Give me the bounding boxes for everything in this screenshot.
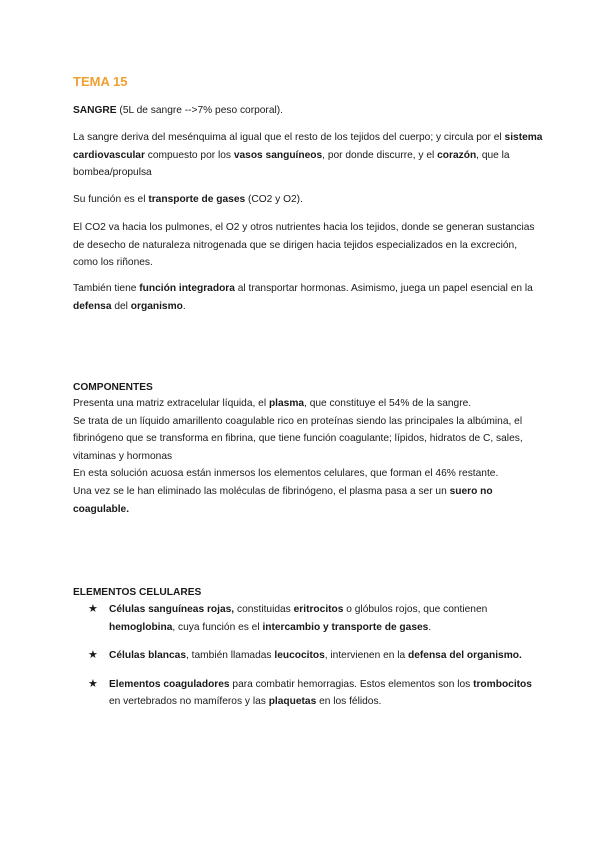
componentes-body: [73, 395, 543, 518]
intro-paragraph: [73, 102, 543, 120]
text: , que la bombea/propulsa: [73, 149, 510, 179]
bold-text: leucocitos: [274, 650, 325, 662]
bold-text: suero no coagulable.: [73, 485, 493, 515]
text: o glóbulos rojos, que contienen: [343, 604, 488, 615]
bold-text: transporte de gases: [148, 194, 246, 205]
bold-text: vasos sanguíneos: [233, 149, 323, 161]
list-item: [88, 601, 538, 636]
text: Presenta una matriz extracelular líquida, el: [73, 398, 269, 409]
bold-text: corazón: [437, 149, 477, 161]
page-title: TEMA 15: [73, 74, 128, 89]
bold-text: defensa del organismo.: [408, 650, 522, 662]
bold-text: plaquetas: [268, 696, 317, 708]
paragraph-3: El CO2 va hacia los pulmones, el O2 y otros nutrientes hacia los tejidos, donde se generan sustancias de desecho de naturaleza nitrogenada que se dirigen hacia tejidos especializados en la excreción, como los riñones.: [73, 222, 535, 269]
text: (CO2 y O2).: [245, 194, 303, 205]
paragraph-2: [73, 191, 543, 209]
paragraph-4: [73, 280, 543, 315]
text: Su función es el: [73, 194, 149, 205]
bold-text: eritrocitos: [293, 604, 344, 615]
componentes-line-3: En esta solución acuosa están inmersos los elementos celulares, que forman el 46% restante.: [73, 468, 499, 480]
star-icon: ★: [88, 603, 98, 615]
text: La sangre deriva del mesénquima al igual que el resto de los tejidos del cuerpo; y circula por el: [73, 132, 505, 143]
elementos-list: [88, 601, 538, 722]
bold-text: Células blancas: [109, 650, 187, 662]
list-item: [88, 647, 538, 665]
text: .: [182, 300, 186, 312]
sangre-label: SANGRE: [73, 105, 117, 116]
sangre-detail: (5L de sangre -->7% peso corporal).: [116, 105, 283, 116]
bold-text: Células sanguíneas rojas,: [109, 604, 235, 615]
text: Una vez se le han eliminado las moléculas de fibrinógeno, el plasma pasa a ser un: [73, 485, 450, 497]
text: , intervienen en la: [324, 650, 409, 662]
bold-text: defensa: [73, 300, 112, 312]
text: , también llamadas: [186, 650, 275, 662]
text: compuesto por los: [144, 149, 234, 161]
text: .: [428, 621, 432, 633]
text: en vertebrados no mamíferos y las: [109, 696, 269, 708]
bold-text: organismo: [130, 300, 183, 312]
componentes-line-2: Se trata de un líquido amarillento coagulable rico en proteínas siendo las principales la albúmina, el fibrinógeno que se transforma en fibrina, que tiene función coagulante; lípidos, hidratos de C, sales, vitaminas y hormonas: [73, 415, 523, 462]
componentes-heading: COMPONENTES: [73, 382, 153, 393]
text: También tiene: [73, 283, 140, 294]
componentes-line-1: [73, 395, 543, 413]
text: , por donde discurre, y el: [322, 149, 438, 161]
text: , que constituye el 54% de la sangre.: [304, 398, 472, 409]
bold-text: sistema cardiovascular: [73, 132, 543, 161]
text: constituidas: [234, 604, 294, 615]
componentes-line-4: [73, 483, 543, 518]
text: en los félidos.: [316, 696, 382, 708]
bold-text: trombocitos: [473, 678, 532, 690]
bold-text: Elementos coaguladores: [109, 678, 230, 690]
text: para combatir hemorragias. Estos elementos son los: [229, 678, 474, 690]
bold-text: función integradora: [139, 283, 235, 294]
paragraph-1: [73, 129, 543, 182]
bold-text: intercambio y transporte de gases: [262, 621, 429, 633]
bold-text: plasma: [268, 398, 305, 409]
text: , cuya función es el: [172, 621, 263, 633]
text: del: [111, 300, 131, 312]
star-icon: ★: [88, 677, 98, 690]
text: al transportar hormonas. Asimismo, juega un papel esencial en la: [234, 283, 533, 294]
list-item: [88, 676, 538, 711]
bold-text: hemoglobina: [109, 621, 173, 633]
elementos-heading: ELEMENTOS CELULARES: [73, 587, 202, 598]
star-icon: ★: [88, 649, 98, 662]
